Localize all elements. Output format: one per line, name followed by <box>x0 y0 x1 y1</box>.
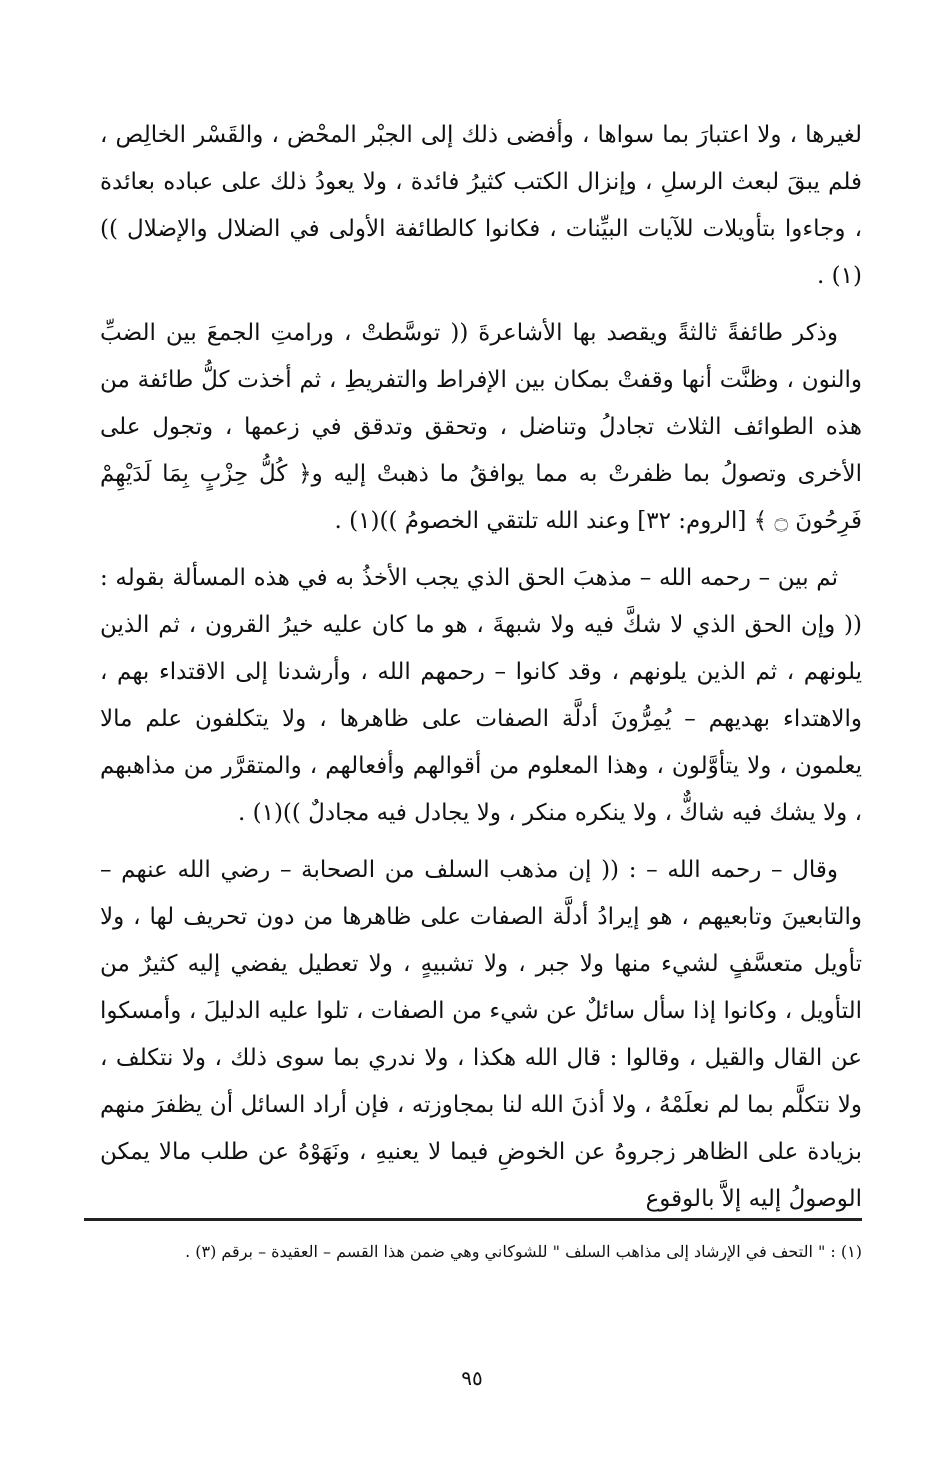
footnote: (١) : " التحف في الإرشاد إلى مذاهب السلف " للشوكاني وهي ضمن هذا القسم – العقيدة – برقم (٣) . <box>185 1242 862 1261</box>
page-number: ٩٥ <box>461 1366 483 1390</box>
paragraph-1: لغيرها ، ولا اعتبارَ بما سواها ، وأفضى ذلك إلى الجبْر المحْض ، والقَسْر الخالِص ، فلم يبقَ لبعث الرسلِ ، وإنزال الكتب كثيرُ فائدة ، ولا يعودُ ذلك على عباده بعائدة ، وجاءوا بتأويلات للآيات البيِّنات ، فكانوا كالطائفة الأولى في الضلال والإضلال ))(١) . <box>100 122 862 289</box>
paragraph-4: وقال – رحمه الله – : (( إن مذهب السلف من الصحابة – رضي الله عنهم – والتابعينَ وتابعيهم ، هو إيرادُ أدلَّة الصفات على ظاهرها من دون تحريف لها ، ولا تأويل متعسَّفٍ لشيء منها ولا جبر ، ولا تشبيهٍ ، ولا تعطيل يفضي إليه كثيرٌ من التأويل ، وكانوا إذا سأل سائلٌ عن شيء من الصفات ، تلوا عليه الدليلَ ، وأمسكوا عن القال والقيل ، وقالوا : قال الله هكذا ، ولا ندري بما سوى ذلك ، ولا نتكلف ، ولا نتكلَّم بما لم نعلَمْهُ ، ولا أذنَ الله لنا بمجاوزته ، فإن أراد السائل أن يظفرَ منهم بزيادة على الظاهر زجروهُ عن الخوضِ فيما لا يعنيهِ ، ونَهَوْهُ عن طلب مالا يمكن الوصولُ إليه إلاَّ بالوقوع <box>100 857 862 1212</box>
paragraph-3: ثم بين – رحمه الله – مذهبَ الحق الذي يجب الأخذُ به في هذه المسألة بقوله : (( وإن الحق الذي لا شكَّ فيه ولا شبهةَ ، هو ما كان عليه خيرُ القرون ، ثم الذين يلونهم ، ثم الذين يلونهم ، وقد كانوا – رحمهم الله ، وأرشدنا إلى الاقتداء بهم ، والاهتداء بهديهم – يُمِرُّونَ أدلَّة الصفات على ظاهرها ، ولا يتكلفون علم مالا يعلمون ، ولا يتأوَّلون ، وهذا المعلوم من أقوالهم وأفعالهم ، والمتقرَّر من مذاهبهم ، ولا يشك فيه شاكٌّ ، ولا ينكره منكر ، ولا يجادل فيه مجادلٌ ))(١) . <box>100 565 862 826</box>
body-text <box>100 112 862 1233</box>
footnote-separator <box>84 1218 862 1221</box>
paragraph-2: وذكر طائفةً ثالثةً ويقصد بها الأشاعرةَ (( توسَّطتْ ، ورامتِ الجمعَ بين الضبِّ والنون ، وظنَّت أنها وقفتْ بمكان بين الإفراط والتفريطِ ، ثم أخذت كلُّ طائفة من هذه الطوائف الثلاث تجادلُ وتناضل ، وتحقق وتدقق في زعمها ، وتجول على الأخرى وتصولُ بما ظفرتْ به مما يوافقُ ما ذهبتْ إليه و﴿ كُلُّ حِزْبٍ بِمَا لَدَيْهِمْ فَرِحُونَ ۝ ﴾ [الروم: ٣٢] وعند الله تلتقي الخصومُ ))(١) . <box>100 320 862 534</box>
